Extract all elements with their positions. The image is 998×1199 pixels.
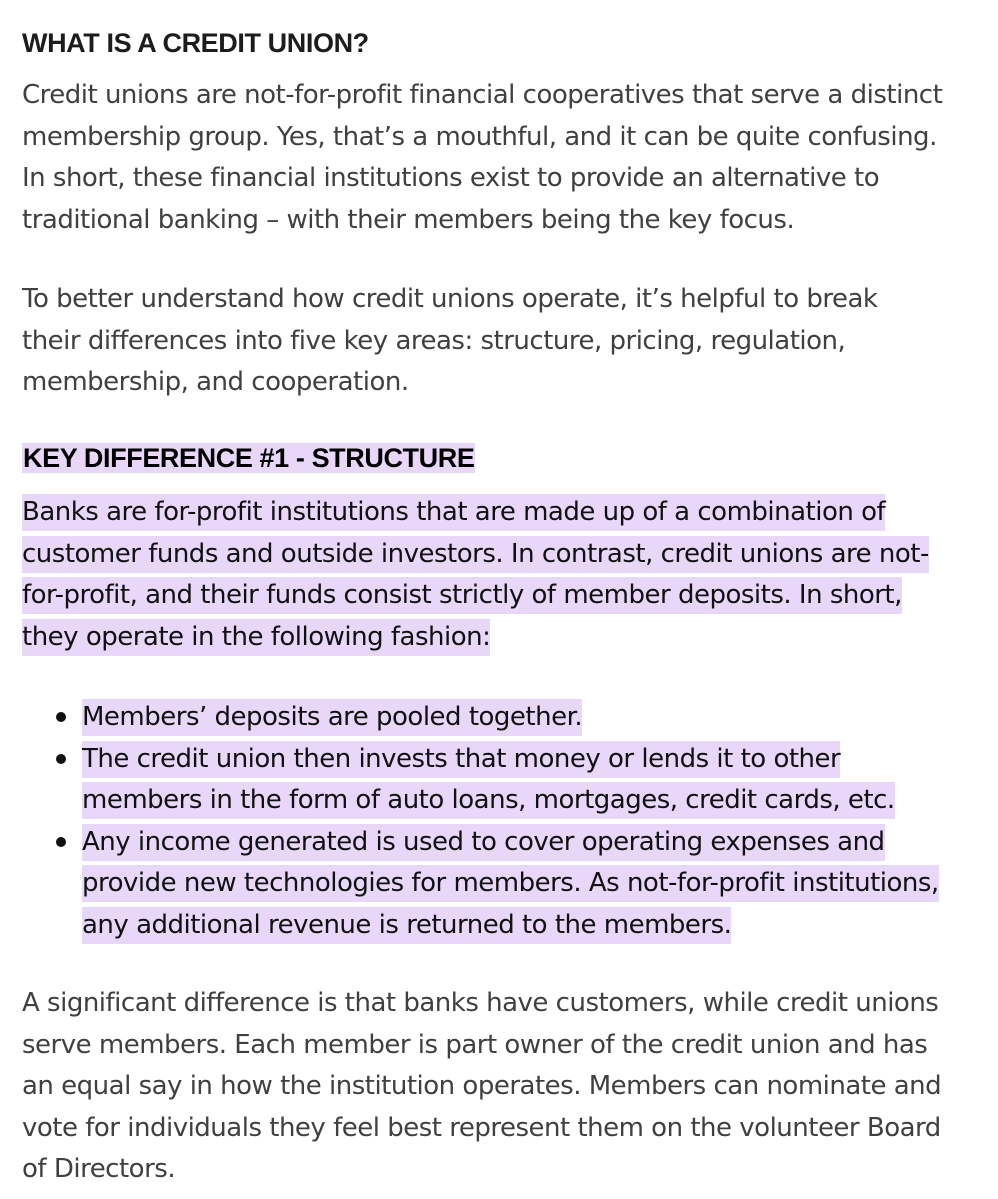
text-line: membership, and cooperation.: [22, 367, 409, 398]
highlighted-text: provide new technologies for members. As not-for-profit institutions,: [82, 865, 939, 902]
text-line: Credit unions are not-for-profit financial cooperatives that serve a distinct: [22, 80, 943, 110]
areas-paragraph: [22, 279, 982, 404]
text-line: traditional banking – with their members being the key focus.: [22, 204, 795, 235]
highlighted-text: they operate in the following fashion:: [22, 619, 490, 656]
highlighted-text: Members’ deposits are pooled together.: [82, 699, 582, 736]
text-line: [82, 905, 982, 947]
text-line: In short, these financial institutions exist to provide an alternative to: [22, 163, 880, 194]
highlighted-text: The credit union then invests that money or lends it to other: [82, 741, 840, 778]
text-line: To better understand how credit unions operate, it’s helpful to break: [22, 284, 878, 314]
intro-paragraph: [22, 75, 982, 241]
members-paragraph: [22, 983, 982, 1191]
highlighted-text: customer funds and outside investors. In contrast, credit unions are not-: [22, 536, 929, 573]
bullet-icon: [56, 754, 66, 764]
text-line: [22, 617, 982, 659]
text-line: [82, 739, 982, 781]
highlighted-text: any additional revenue is returned to the members.: [82, 907, 731, 944]
text-line: [82, 863, 982, 905]
text-line: vote for individuals they feel best represent them on the volunteer Board: [22, 1112, 941, 1143]
text-line: their differences into five key areas: structure, pricing, regulation,: [22, 325, 846, 356]
section-heading-what-is-credit-union: WHAT IS A CREDIT UNION?: [22, 28, 369, 58]
text-line: an equal say in how the institution operates. Members can nominate and: [22, 1071, 942, 1102]
list-item: [22, 822, 982, 947]
text-line: [22, 575, 982, 617]
list-item: [22, 739, 982, 822]
highlighted-text: for-profit, and their funds consist strictly of member deposits. In short,: [22, 577, 902, 614]
text-line: [22, 492, 982, 534]
text-line: serve members. Each member is part owner of the credit union and has: [22, 1029, 928, 1060]
text-line: [82, 822, 982, 864]
text-line: A significant difference is that banks have customers, while credit unions: [22, 988, 939, 1018]
structure-bullet-list: [22, 697, 982, 947]
list-item: [22, 697, 982, 739]
highlighted-text: Any income generated is used to cover operating expenses and: [82, 824, 885, 861]
highlighted-text: members in the form of auto loans, mortgages, credit cards, etc.: [82, 782, 895, 819]
text-line: [82, 780, 982, 822]
text-line: of Directors.: [22, 1154, 176, 1185]
text-line: [82, 697, 982, 739]
text-line: membership group. Yes, that’s a mouthful, and it can be quite confusing.: [22, 121, 937, 152]
bullet-icon: [56, 837, 66, 847]
highlighted-text: Banks are for-profit institutions that are made up of a combination of: [22, 494, 885, 531]
text-line: [22, 534, 982, 576]
structure-paragraph: [22, 492, 982, 658]
highlighted-heading-text: KEY DIFFERENCE #1 - STRUCTURE: [23, 443, 475, 473]
bullet-icon: [56, 712, 66, 722]
section-heading-key-difference-structure: [22, 439, 475, 477]
